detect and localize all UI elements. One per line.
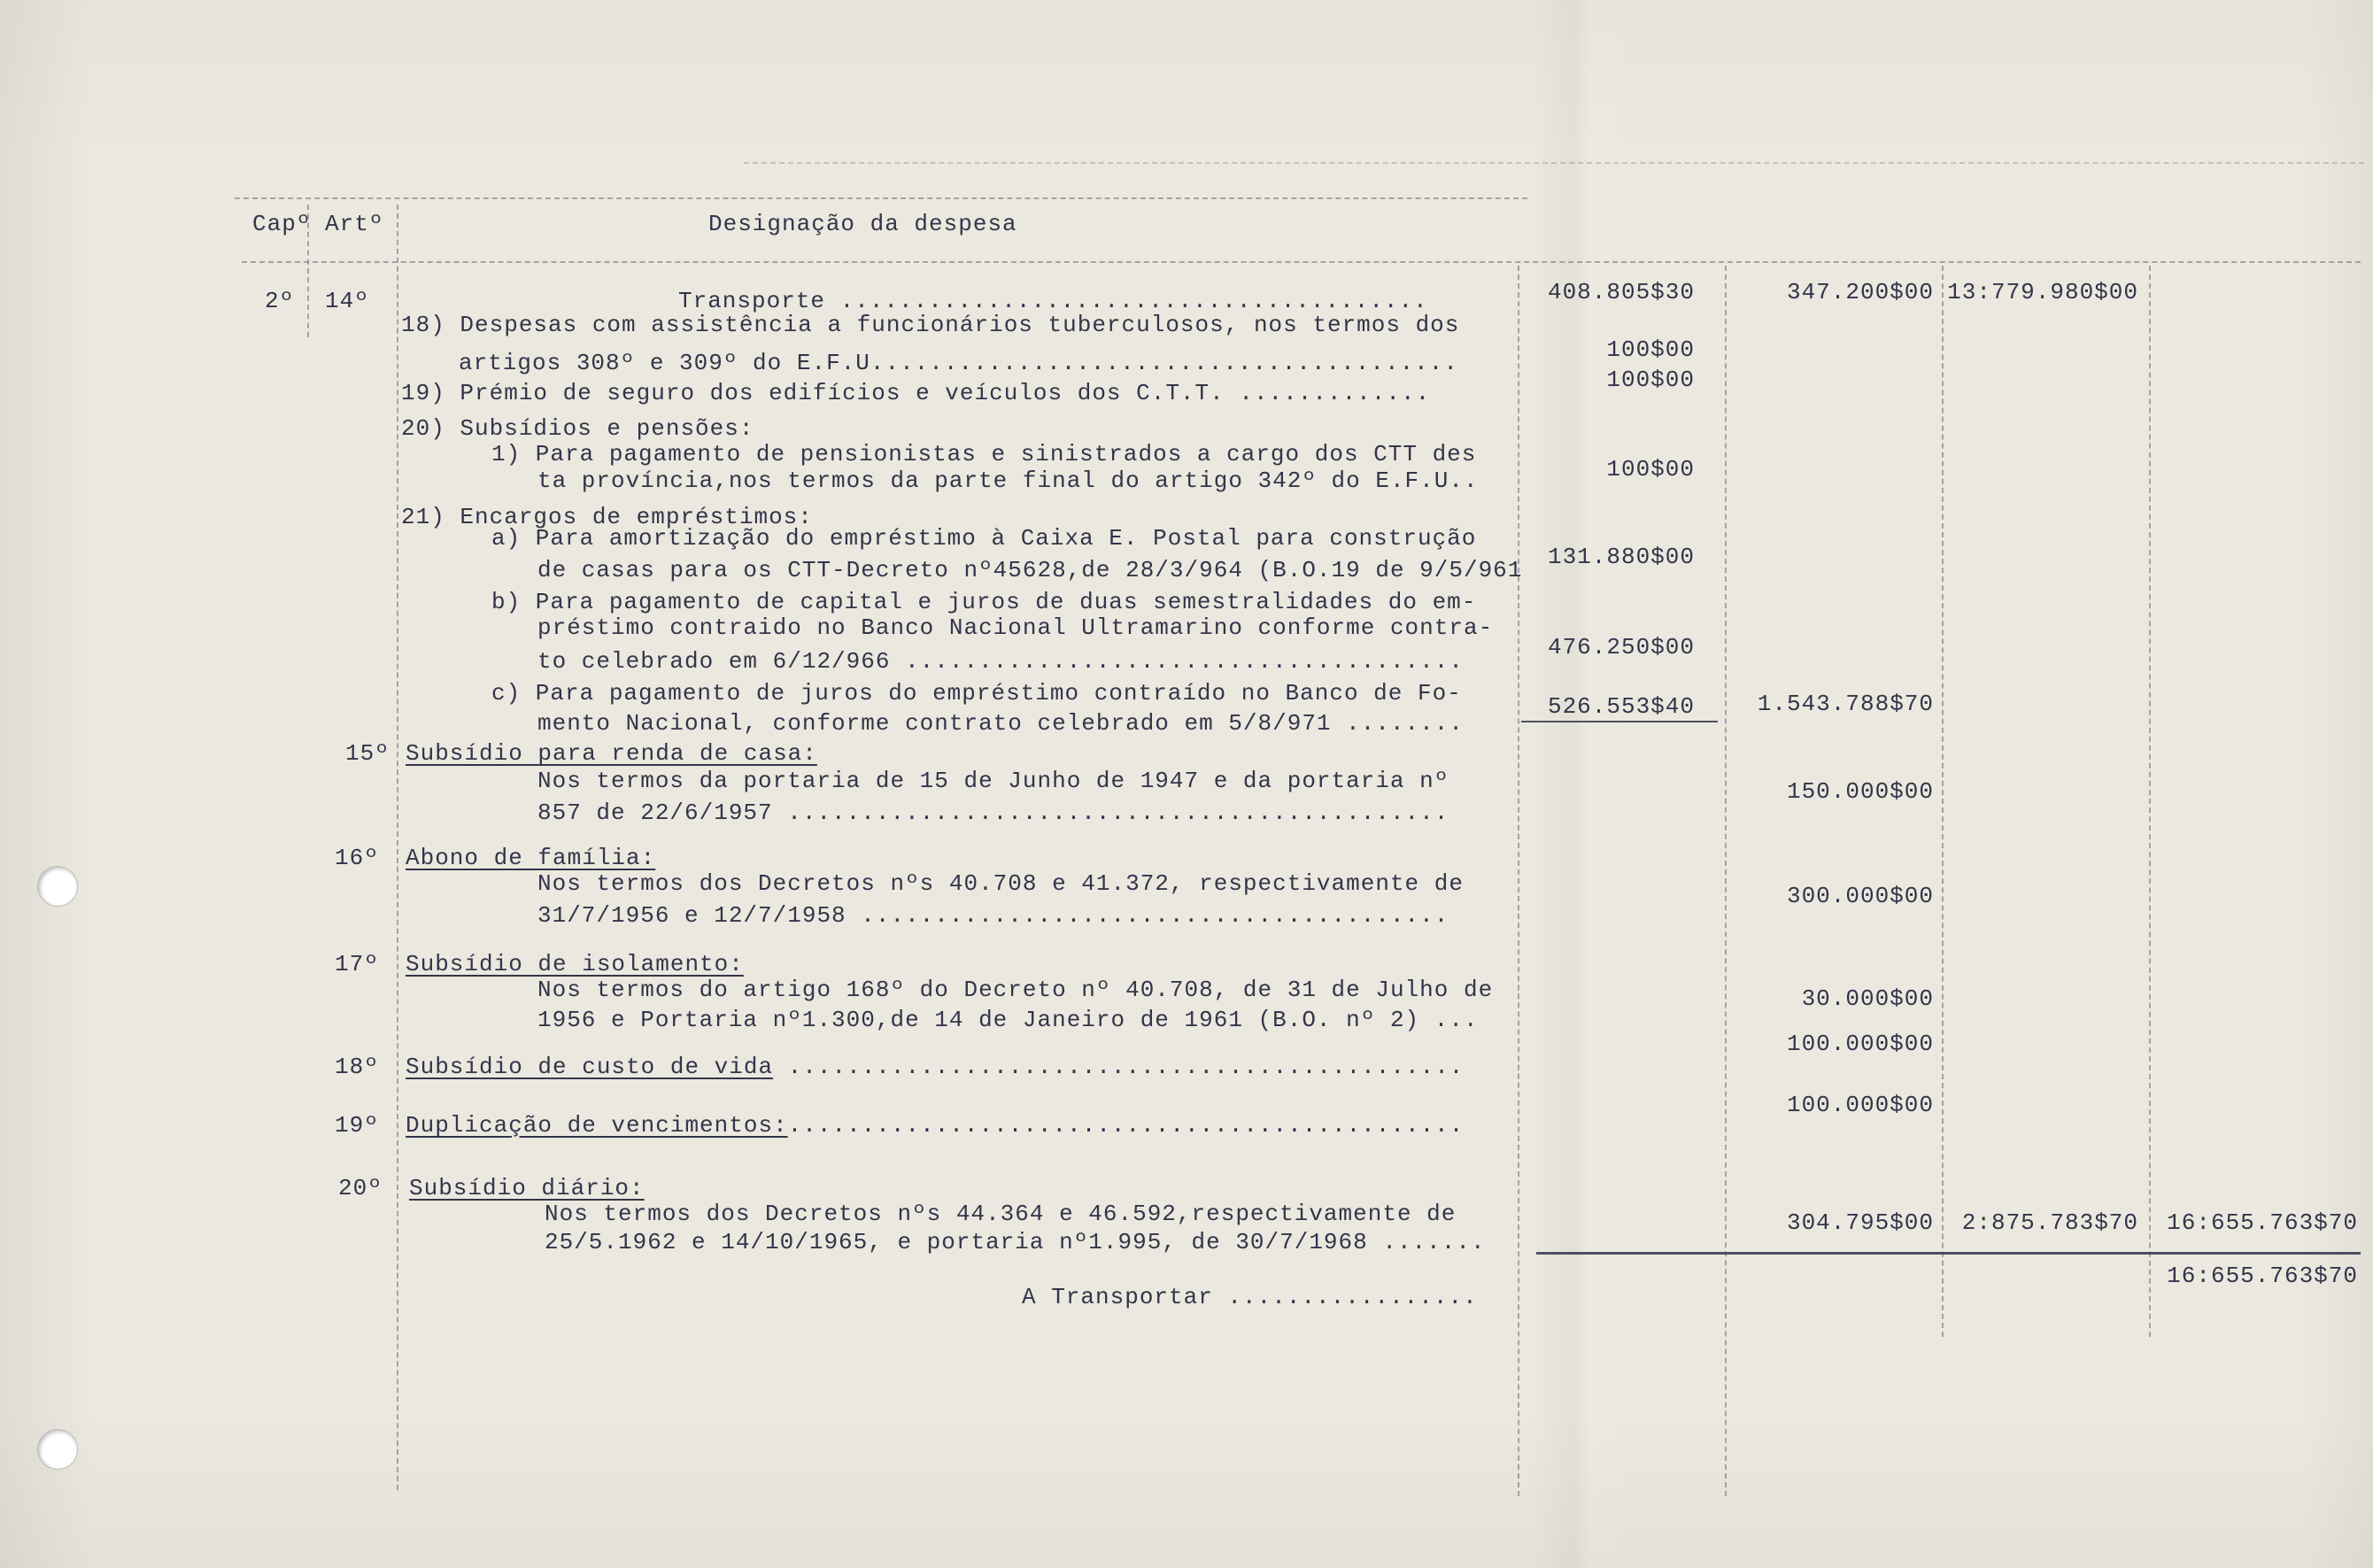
art-designation-divider xyxy=(397,205,398,1490)
transporte-label: Transporte ........................................ xyxy=(678,288,1428,314)
header-designation: Designação da despesa xyxy=(708,211,1017,237)
art-18-number: 18º xyxy=(335,1054,379,1080)
art-18-heading-row xyxy=(406,1054,1464,1080)
punch-hole-lower xyxy=(38,1430,77,1469)
item-21-c-amount: 526.553$40 xyxy=(1547,693,1695,720)
art-15-heading: Subsídio para renda de casa: xyxy=(406,740,817,767)
amount-column-4-divider xyxy=(2149,266,2151,1337)
art-19-leader: .............................................. xyxy=(787,1112,1465,1139)
item-18-line-1: 18) Despesas com assistência a funcionários tuberculosos, nos termos dos xyxy=(401,312,1460,338)
art-16-line-1: Nos termos dos Decretos nºs 40.708 e 41.372, respectivamente de xyxy=(537,870,1464,897)
art-16-amount: 300.000$00 xyxy=(1786,883,1934,909)
amount-column-2-divider xyxy=(1725,266,1727,1496)
amount-column-1-divider xyxy=(1518,266,1519,1496)
art14-total: 1.543.788$70 xyxy=(1757,691,1934,717)
transporte-amount-col3: 13:779.980$00 xyxy=(1947,279,2138,305)
art-19-amount: 100.000$00 xyxy=(1786,1092,1934,1118)
item-20-1-line-1: 1) Para pagamento de pensionistas e sinistrados a cargo dos CTT des xyxy=(491,441,1477,467)
art-17-line-2: 1956 e Portaria nº1.300,de 14 de Janeiro de 1961 (B.O. nº 2) ... xyxy=(537,1007,1479,1033)
art-20-amount: 304.795$00 xyxy=(1786,1209,1934,1236)
item-18-amount: 100$00 xyxy=(1606,336,1695,363)
art-15-amount: 150.000$00 xyxy=(1786,778,1934,805)
transporte-amount-col1: 408.805$30 xyxy=(1547,279,1695,305)
transporte-art: 14º xyxy=(325,288,369,314)
a-transportar-amount: 16:655.763$70 xyxy=(2167,1263,2358,1289)
item-21-line-1: 21) Encargos de empréstimos: xyxy=(401,504,813,530)
header-cap: Capº xyxy=(252,211,312,237)
art-17-heading: Subsídio de isolamento: xyxy=(406,951,744,977)
amount-column-3-divider xyxy=(1942,266,1944,1337)
item-21-b-line-2: préstimo contraido no Banco Nacional Ultramarino conforme contra- xyxy=(537,614,1494,641)
item-21-b-line-3: to celebrado em 6/12/966 ...................................... xyxy=(537,648,1464,675)
art-16-line-2: 31/7/1956 e 12/7/1958 ........................................ xyxy=(537,902,1449,929)
item-20-1-line-2: ta província,nos termos da parte final do artigo 342º do E.F.U.. xyxy=(537,467,1479,494)
header-art: Artº xyxy=(325,211,384,237)
art-20-number: 20º xyxy=(338,1175,383,1201)
item-20-1-amount: 100$00 xyxy=(1606,456,1695,483)
top-rule-left xyxy=(235,197,1527,199)
item-21-c-line-2: mento Nacional, conforme contrato celebrado em 5/8/971 ........ xyxy=(537,710,1464,737)
art-15-number: 15º xyxy=(345,740,390,767)
a-transportar-label: A Transportar ................. xyxy=(1022,1284,1478,1310)
art-20-line-2: 25/5.1962 e 14/10/1965, e portaria nº1.995, de 30/7/1968 ....... xyxy=(545,1229,1486,1255)
art-15-line-1: Nos termos da portaria de 15 de Junho de 1947 e da portaria nº xyxy=(537,768,1449,794)
art-18-heading: Subsídio de custo de vida xyxy=(406,1054,774,1080)
subtotal-underline xyxy=(1521,721,1718,722)
art-16-number: 16º xyxy=(335,845,379,871)
item-21-b-line-1: b) Para pagamento de capital e juros de duas semestralidades do em- xyxy=(491,589,1477,615)
transporte-amount-col2: 347.200$00 xyxy=(1786,279,1934,305)
chapter-total: 2:875.783$70 xyxy=(1961,1209,2138,1236)
item-21-b-amount: 476.250$00 xyxy=(1547,634,1695,660)
total-rule xyxy=(1536,1252,2361,1255)
top-rule-right xyxy=(744,162,2364,164)
art-16-heading: Abono de família: xyxy=(406,845,656,871)
punch-hole-upper xyxy=(38,867,77,906)
cumulative-total: 16:655.763$70 xyxy=(2167,1209,2358,1236)
art-19-heading: Duplicação de vencimentos: xyxy=(406,1112,788,1139)
art-20-line-1: Nos termos dos Decretos nºs 44.364 e 46.592,respectivamente de xyxy=(545,1201,1457,1227)
item-21-a-amount: 131.880$00 xyxy=(1547,544,1695,570)
art-17-line-1: Nos termos do artigo 168º do Decreto nº 40.708, de 31 de Julho de xyxy=(537,977,1494,1003)
art-15-line-2: 857 de 22/6/1957 ............................................. xyxy=(537,799,1449,826)
item-18-line-2: artigos 308º e 309º do E.F.U........................................ xyxy=(459,350,1458,376)
item-20-line-1: 20) Subsídios e pensões: xyxy=(401,415,754,442)
art-18-leader: .............................................. xyxy=(773,1054,1465,1080)
art-19-number: 19º xyxy=(335,1112,379,1139)
art-20-heading: Subsídio diário: xyxy=(409,1175,645,1201)
item-21-a-line-1: a) Para amortização do empréstimo à Caixa E. Postal para construção xyxy=(491,525,1477,552)
art-18-amount: 100.000$00 xyxy=(1786,1031,1934,1057)
item-19-amount: 100$00 xyxy=(1606,367,1695,393)
art-17-number: 17º xyxy=(335,951,379,977)
item-19-line-1: 19) Prémio de seguro dos edifícios e veículos dos C.T.T. ............. xyxy=(401,380,1431,406)
transporte-cap: 2º xyxy=(265,288,295,314)
item-21-a-line-2: de casas para os CTT-Decreto nº45628,de 28/3/964 (B.O.19 de 9/5/961 xyxy=(537,557,1523,583)
item-21-c-line-1: c) Para pagamento de juros do empréstimo contraído no Banco de Fo- xyxy=(491,680,1462,707)
header-bottom-rule xyxy=(242,261,2361,263)
art-17-amount: 30.000$00 xyxy=(1801,985,1934,1012)
art-19-heading-row xyxy=(406,1112,1464,1139)
